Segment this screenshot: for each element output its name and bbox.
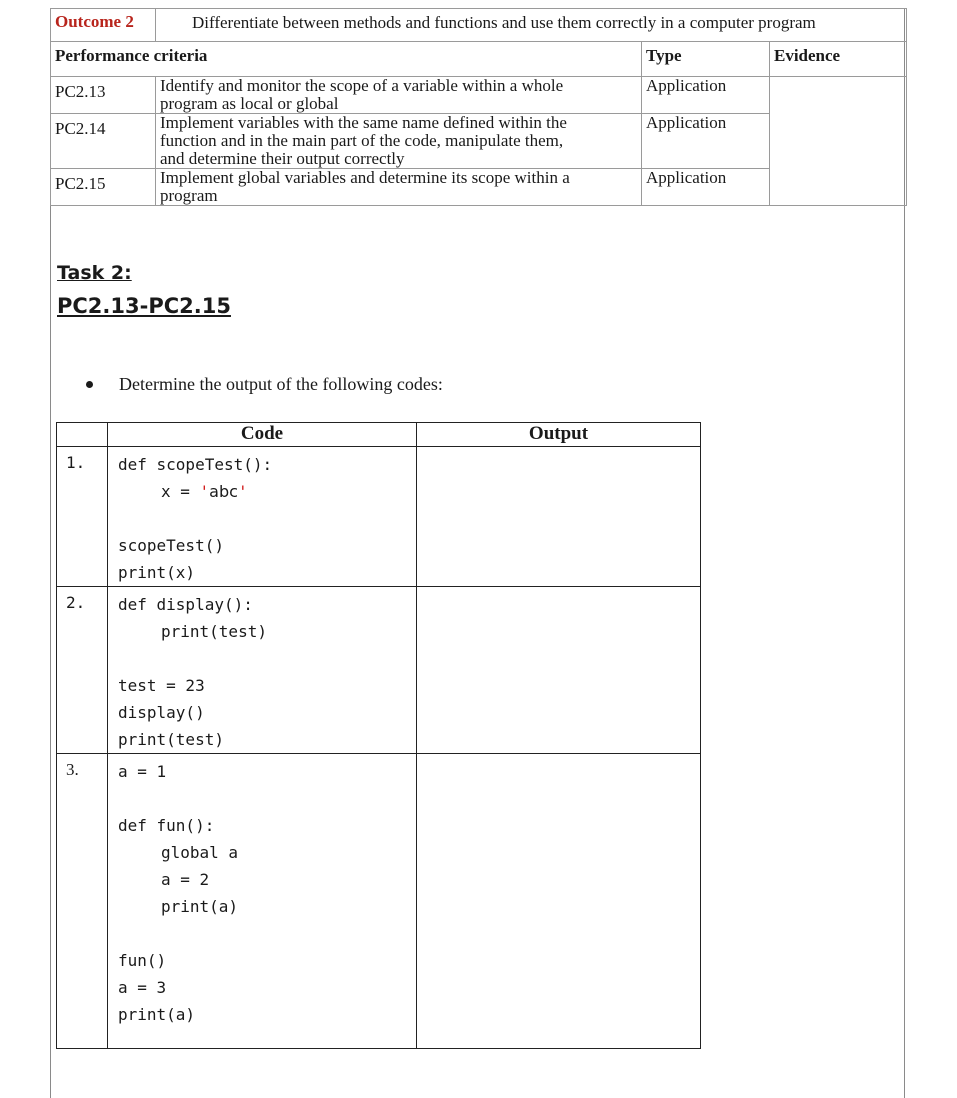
code-fragment: x = xyxy=(161,482,200,501)
code-line: fun() xyxy=(118,951,167,970)
output-cell[interactable] xyxy=(417,754,701,1049)
code-line: a = 2 xyxy=(161,870,210,889)
criteria-text-line: program xyxy=(160,186,218,205)
criteria-id: PC2.15 xyxy=(51,169,156,206)
output-cell[interactable] xyxy=(417,447,701,587)
criteria-type: Application xyxy=(642,77,770,114)
code-line: global a xyxy=(161,843,239,862)
task-range: PC2.13-PC2.15 xyxy=(57,294,231,318)
code-line: print(a) xyxy=(161,897,239,916)
output-header: Output xyxy=(417,423,701,447)
criteria-row xyxy=(51,77,907,114)
outcome-row xyxy=(51,9,907,42)
code-line-assign xyxy=(118,478,416,505)
outcome-label: Outcome 2 xyxy=(51,9,156,42)
output-cell[interactable] xyxy=(417,587,701,754)
code-table-header xyxy=(57,423,701,447)
code-string: abc xyxy=(209,482,238,501)
code-line: def scopeTest(): xyxy=(118,455,273,474)
code-line xyxy=(118,645,416,672)
code-line: test = 23 xyxy=(118,676,205,695)
code-row xyxy=(57,447,701,587)
code-cell xyxy=(108,587,417,754)
instruction xyxy=(86,374,443,395)
code-line: a = 3 xyxy=(118,978,167,997)
code-line: def fun(): xyxy=(118,816,215,835)
performance-criteria-header: Performance criteria xyxy=(51,42,642,77)
code-line xyxy=(118,785,416,812)
criteria-text-line: Identify and monitor the scope of a variable within a whole xyxy=(160,76,564,95)
bullet-icon xyxy=(86,381,93,388)
code-line: print(a) xyxy=(118,1005,196,1024)
criteria-text xyxy=(156,77,642,114)
code-line xyxy=(118,505,416,532)
quote-mark: ' xyxy=(237,482,248,501)
type-header: Type xyxy=(642,42,770,77)
code-line xyxy=(118,920,416,947)
criteria-id: PC2.14 xyxy=(51,114,156,169)
code-header: Code xyxy=(108,423,417,447)
criteria-header-row xyxy=(51,42,907,77)
outcome-description: Differentiate between methods and functions and use them correctly in a computer program xyxy=(156,9,907,42)
criteria-text-line: Implement variables with the same name defined within the xyxy=(160,113,567,132)
evidence-cell[interactable] xyxy=(770,77,907,206)
code-line: scopeTest() xyxy=(118,536,224,555)
row-number: 3. xyxy=(57,754,108,1049)
code-line: a = 1 xyxy=(118,762,167,781)
criteria-text-line: program as local or global xyxy=(160,94,339,113)
instruction-text: Determine the output of the following codes: xyxy=(119,374,443,394)
code-row xyxy=(57,587,701,754)
evidence-header: Evidence xyxy=(770,42,907,77)
code-line: print(x) xyxy=(118,563,196,582)
code-line: print(test) xyxy=(118,730,224,749)
criteria-type: Application xyxy=(642,114,770,169)
code-line: print(test) xyxy=(161,622,267,641)
code-line: display() xyxy=(118,703,205,722)
criteria-text-line: Implement global variables and determine its scope within a xyxy=(160,168,570,187)
code-table xyxy=(56,422,701,1049)
task-title: Task 2: xyxy=(57,262,132,284)
code-cell xyxy=(108,447,417,587)
row-number: 2. xyxy=(57,587,108,754)
criteria-id: PC2.13 xyxy=(51,77,156,114)
code-cell xyxy=(108,754,417,1049)
quote-mark: ' xyxy=(199,482,210,501)
outcome-table xyxy=(50,8,907,206)
code-line: def display(): xyxy=(118,595,253,614)
criteria-text xyxy=(156,169,642,206)
number-header xyxy=(57,423,108,447)
criteria-text-line: function and in the main part of the code, manipulate them, xyxy=(160,131,564,150)
code-row xyxy=(57,754,701,1049)
criteria-text xyxy=(156,114,642,169)
criteria-type: Application xyxy=(642,169,770,206)
criteria-text-line: and determine their output correctly xyxy=(160,149,405,168)
row-number: 1. xyxy=(57,447,108,587)
